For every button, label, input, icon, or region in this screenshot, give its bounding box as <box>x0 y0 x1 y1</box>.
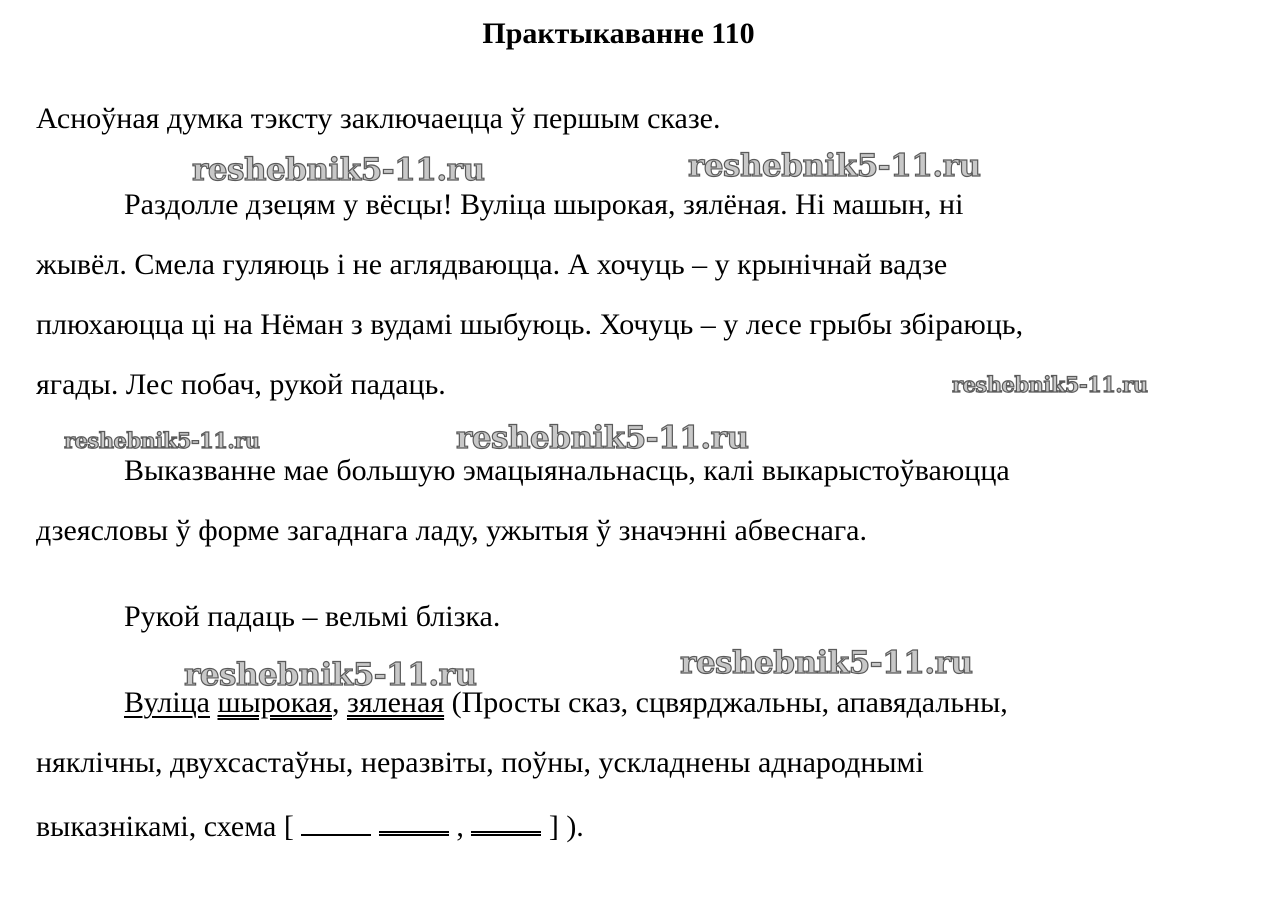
intro-sentence: Асноўная думка тэксту заключаецца ў першым сказе. <box>36 102 721 135</box>
paragraph1-line1: Раздолле дзецям у вёсцы! Вуліца шырокая, зялёная. Ні машын, ні <box>124 188 964 221</box>
paragraph1-line2: жывёл. Смела гуляюць і не аглядваюцца. А хочуць – у крынічнай вадзе <box>36 248 948 281</box>
paragraph2-line1: Выказванне мае большую эмацыянальнасць, калі выкарыстоўваюцца <box>124 454 1010 487</box>
analysis-description: (Просты сказ, сцвярджальны, апавядальны, <box>444 686 1008 719</box>
scheme-subject-blank <box>301 806 371 836</box>
watermark: reshebnik5-11.ru <box>192 152 485 188</box>
scheme-predicate-blank-2 <box>471 803 541 836</box>
watermark: reshebnik5-11.ru <box>456 420 749 456</box>
analysis-comma: , <box>331 686 340 719</box>
watermark: reshebnik5-11.ru <box>688 148 981 184</box>
scheme-prefix: выказнікамі, схема [ <box>36 810 302 843</box>
paragraph1-line4: ягады. Лес побач, рукой падаць. <box>36 368 446 401</box>
idiom-definition: Рукой падаць – вельмі блізка. <box>124 600 501 633</box>
watermark: reshebnik5-11.ru <box>64 428 260 453</box>
watermark: reshebnik5-11.ru <box>952 372 1148 397</box>
scheme-suffix: ] ). <box>541 810 584 843</box>
watermark: reshebnik5-11.ru <box>184 657 477 693</box>
scheme-comma: , <box>448 810 472 843</box>
subject-word: Вуліца <box>124 686 210 719</box>
watermark: reshebnik5-11.ru <box>680 645 973 681</box>
paragraph2-line2: дзеясловы ў форме загаднага ладу, ужытыя ў значэнні абвеснага. <box>36 514 867 547</box>
analysis-line2: няклічны, двухсастаўны, неразвіты, поўны, ускладнены аднароднымі <box>36 746 924 779</box>
page-title: Практыкаванне 110 <box>482 17 755 50</box>
predicate-word-2: зяленая <box>346 686 445 719</box>
predicate-word-1: шырокая <box>217 686 332 719</box>
analysis-line3 <box>36 803 584 847</box>
scheme-predicate-blank-1 <box>379 803 449 836</box>
paragraph1-line3: плюхаюцца ці на Нёман з вудамі шыбуюць. Хочуць – у лесе грыбы збіраюць, <box>36 308 1024 341</box>
